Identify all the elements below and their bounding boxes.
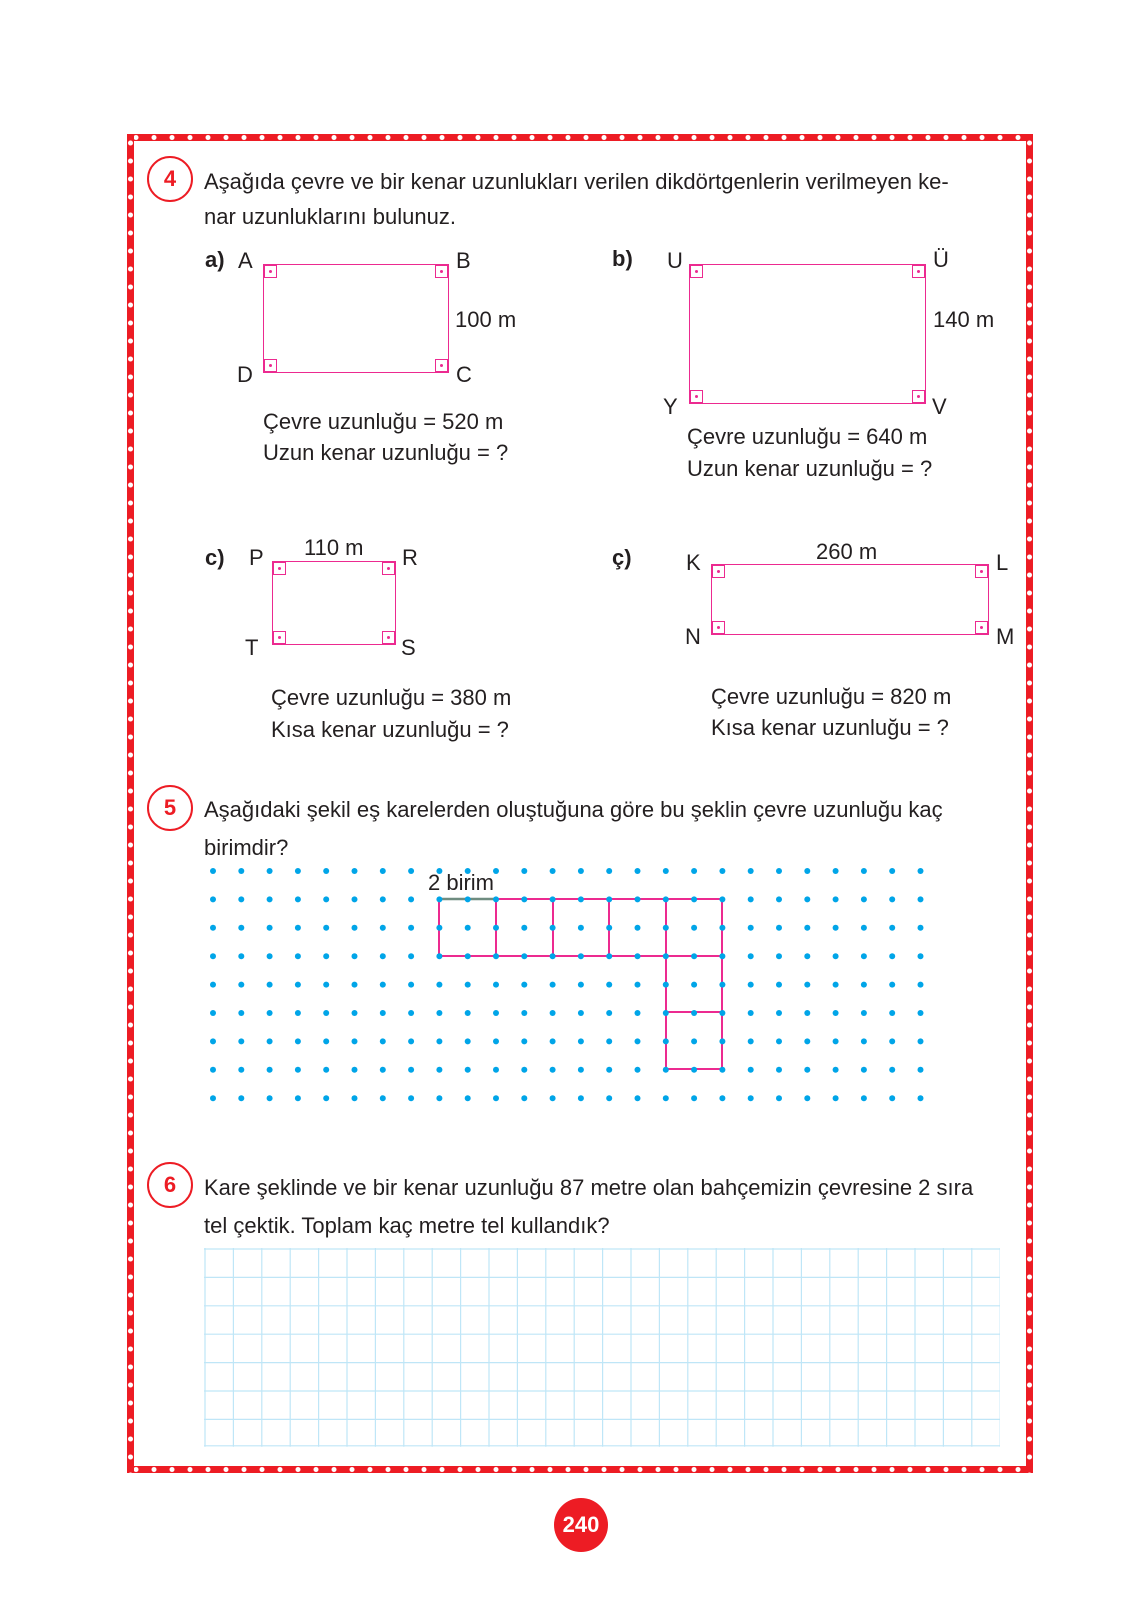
grid-dot <box>606 982 612 988</box>
grid-dot <box>578 868 584 874</box>
grid-dot <box>606 896 612 902</box>
grid-dot <box>493 982 499 988</box>
grid-dot <box>719 925 725 931</box>
grid-dot <box>578 953 584 959</box>
grid-dot <box>635 953 641 959</box>
grid-dot <box>210 953 216 959</box>
grid-dot <box>804 1010 810 1016</box>
grid-dot <box>635 1038 641 1044</box>
grid-dot <box>323 925 329 931</box>
grid-dot <box>465 896 471 902</box>
grid-dot <box>408 896 414 902</box>
grid-dot <box>861 1010 867 1016</box>
grid-dot <box>719 896 725 902</box>
grid-dot <box>918 925 924 931</box>
grid-dot <box>918 1038 924 1044</box>
grid-dot <box>833 925 839 931</box>
grid-dot <box>804 1038 810 1044</box>
grid-dot <box>323 1010 329 1016</box>
grid-dot <box>748 1010 754 1016</box>
grid-dot <box>861 925 867 931</box>
vertex-U: U <box>667 248 683 273</box>
grid-dot <box>719 1095 725 1101</box>
grid-dot <box>493 1067 499 1073</box>
vertex-T: T <box>245 635 259 660</box>
grid-dot <box>889 953 895 959</box>
grid-dot <box>918 1067 924 1073</box>
grid-dot <box>323 1038 329 1044</box>
grid-dot <box>436 982 442 988</box>
grid-dot <box>352 1067 358 1073</box>
grid-dot <box>521 868 527 874</box>
grid-dot <box>408 925 414 931</box>
grid-dot <box>267 1095 273 1101</box>
perimeter-cc: Çevre uzunluğu = 820 m <box>711 684 952 709</box>
grid-dot <box>295 953 301 959</box>
grid-dot <box>521 953 527 959</box>
grid-dot <box>833 1095 839 1101</box>
grid-dot <box>295 1067 301 1073</box>
grid-dot <box>436 1095 442 1101</box>
grid-dot <box>691 953 697 959</box>
answer-grid[interactable] <box>204 1248 1000 1448</box>
question-6-text-line2: tel çektik. Toplam kaç metre tel kullandık? <box>204 1213 610 1238</box>
grid-dot <box>238 1095 244 1101</box>
grid-dot <box>918 953 924 959</box>
grid-dot <box>606 1095 612 1101</box>
grid-dot <box>267 1038 273 1044</box>
question-number-4: 4 <box>147 156 193 202</box>
grid-dot <box>210 1067 216 1073</box>
grid-dot <box>323 1095 329 1101</box>
grid-dot <box>210 982 216 988</box>
grid-dot <box>663 953 669 959</box>
grid-dot <box>635 1067 641 1073</box>
grid-dot <box>380 868 386 874</box>
grid-dot <box>238 896 244 902</box>
grid-dot <box>380 896 386 902</box>
grid-dot <box>550 925 556 931</box>
grid-dot <box>295 982 301 988</box>
grid-dot <box>465 953 471 959</box>
grid-dot <box>295 1010 301 1016</box>
grid-dot <box>663 1010 669 1016</box>
grid-dot <box>210 1038 216 1044</box>
vertex-L: L <box>996 550 1009 575</box>
grid-dot <box>408 868 414 874</box>
question-b: Uzun kenar uzunluğu = ? <box>687 456 933 481</box>
grid-dot <box>691 982 697 988</box>
part-a-label: a) <box>205 247 225 272</box>
grid-dot <box>436 1010 442 1016</box>
question-a: Uzun kenar uzunluğu = ? <box>263 440 509 465</box>
grid-dot <box>691 1010 697 1016</box>
perimeter-c: Çevre uzunluğu = 380 m <box>271 685 512 710</box>
question-6-text-line1: Kare şeklinde ve bir kenar uzunluğu 87 metre olan bahçemizin çevresine 2 sıra <box>204 1175 974 1200</box>
grid-dot <box>578 925 584 931</box>
unit-label: 2 birim <box>428 870 495 895</box>
grid-dot <box>748 868 754 874</box>
question-4-text-line1: Aşağıda çevre ve bir kenar uzunlukları verilen dikdörtgenlerin verilmeyen ke- <box>204 169 949 194</box>
grid-dot <box>238 1010 244 1016</box>
grid-dot <box>436 1038 442 1044</box>
grid-dot <box>352 1095 358 1101</box>
grid-dot <box>295 896 301 902</box>
grid-dot <box>861 1095 867 1101</box>
grid-dot <box>833 1038 839 1044</box>
grid-dot <box>267 868 273 874</box>
grid-dot <box>748 982 754 988</box>
grid-dot <box>408 953 414 959</box>
question-5-text-line1: Aşağıdaki şekil eş karelerden oluştuğuna göre bu şeklin çevre uzunluğu kaç <box>204 797 943 822</box>
grid-dot <box>210 868 216 874</box>
grid-dot <box>889 1095 895 1101</box>
grid-dot <box>663 896 669 902</box>
grid-dot <box>550 896 556 902</box>
grid-dot <box>550 1067 556 1073</box>
question-number-5: 5 <box>147 785 193 831</box>
grid-dot <box>889 925 895 931</box>
question-cc: Kısa kenar uzunluğu = ? <box>711 715 949 740</box>
question-c: Kısa kenar uzunluğu = ? <box>271 717 509 742</box>
grid-dot <box>889 1067 895 1073</box>
part-cc-label: ç) <box>612 545 632 570</box>
perimeter-a: Çevre uzunluğu = 520 m <box>263 409 504 434</box>
vertex-K: K <box>686 550 701 575</box>
grid-dot <box>493 1095 499 1101</box>
grid-dot <box>776 1010 782 1016</box>
grid-dot <box>606 1067 612 1073</box>
grid-dot <box>776 925 782 931</box>
grid-dot <box>804 925 810 931</box>
grid-dot <box>465 1095 471 1101</box>
grid-dot <box>748 896 754 902</box>
grid-dot <box>804 1095 810 1101</box>
vertex-C: C <box>456 362 472 387</box>
grid-dot <box>323 1067 329 1073</box>
grid-dot <box>606 1010 612 1016</box>
grid-dot <box>691 896 697 902</box>
grid-dot <box>578 1095 584 1101</box>
question-5-text-line2: birimdir? <box>204 835 289 860</box>
grid-dot <box>323 953 329 959</box>
grid-dot <box>295 868 301 874</box>
grid-dot <box>521 1067 527 1073</box>
grid-dot <box>352 953 358 959</box>
grid-dot <box>267 1067 273 1073</box>
grid-dot <box>719 982 725 988</box>
grid-dot <box>606 1038 612 1044</box>
vertex-M: M <box>996 624 1015 649</box>
question-4-text-line2: nar uzunluklarını bulunuz. <box>204 204 456 229</box>
grid-dot <box>804 982 810 988</box>
grid-dot <box>238 925 244 931</box>
grid-dot <box>748 1067 754 1073</box>
grid-dot <box>267 982 273 988</box>
grid-dot <box>465 925 471 931</box>
grid-dot <box>380 982 386 988</box>
grid-dot <box>380 1010 386 1016</box>
grid-dot <box>861 953 867 959</box>
grid-dot <box>635 1010 641 1016</box>
grid-dot <box>663 1095 669 1101</box>
grid-dot <box>776 982 782 988</box>
grid-dot <box>889 1038 895 1044</box>
vertex-R: R <box>402 545 418 570</box>
vertex-V: V <box>932 394 947 419</box>
grid-dot <box>238 1067 244 1073</box>
grid-dot <box>804 1067 810 1073</box>
grid-dot <box>719 953 725 959</box>
grid-dot <box>380 925 386 931</box>
vertex-U-umlaut: Ü <box>933 247 949 272</box>
grid-dot <box>918 1010 924 1016</box>
grid-dot <box>776 1067 782 1073</box>
grid-dot <box>918 896 924 902</box>
grid-dot <box>691 868 697 874</box>
grid-dot <box>663 925 669 931</box>
grid-dot <box>776 953 782 959</box>
grid-dot <box>719 1010 725 1016</box>
grid-dot <box>663 1038 669 1044</box>
grid-dot <box>691 1095 697 1101</box>
grid-dot <box>776 868 782 874</box>
grid-dot <box>663 1067 669 1073</box>
grid-dot <box>436 953 442 959</box>
grid-dot <box>804 868 810 874</box>
grid-dot <box>550 1010 556 1016</box>
grid-dot <box>436 925 442 931</box>
grid-dot <box>748 1038 754 1044</box>
grid-dot <box>776 1038 782 1044</box>
grid-dot <box>210 1010 216 1016</box>
perimeter-b: Çevre uzunluğu = 640 m <box>687 424 928 449</box>
grid-dot <box>521 925 527 931</box>
part-c-label: c) <box>205 545 225 570</box>
grid-dot <box>578 1010 584 1016</box>
part-b-label: b) <box>612 246 633 271</box>
grid-dot <box>210 925 216 931</box>
grid-dot <box>918 982 924 988</box>
grid-dot <box>408 982 414 988</box>
grid-dot <box>861 868 867 874</box>
vertex-P: P <box>249 545 264 570</box>
grid-dot <box>804 953 810 959</box>
grid-dot <box>323 896 329 902</box>
grid-dot <box>380 1095 386 1101</box>
page-number: 240 <box>554 1498 608 1552</box>
grid-dot <box>408 1010 414 1016</box>
grid-dot <box>238 953 244 959</box>
grid-dot <box>238 1038 244 1044</box>
grid-dot <box>267 925 273 931</box>
grid-dot <box>918 868 924 874</box>
grid-dot <box>578 1067 584 1073</box>
grid-dot <box>493 896 499 902</box>
grid-dot <box>408 1067 414 1073</box>
grid-dot <box>635 896 641 902</box>
vertex-Y: Y <box>663 394 678 419</box>
grid-dot <box>833 868 839 874</box>
side-length-c: 110 m <box>304 535 364 560</box>
grid-dot <box>323 868 329 874</box>
grid-dot <box>833 1067 839 1073</box>
grid-dot <box>267 896 273 902</box>
grid-dot <box>889 896 895 902</box>
grid-dot <box>210 1095 216 1101</box>
vertex-N: N <box>685 624 701 649</box>
grid-dot <box>408 1038 414 1044</box>
grid-dot <box>578 982 584 988</box>
grid-dot <box>238 982 244 988</box>
side-length-b: 140 m <box>933 307 995 332</box>
grid-dot <box>606 868 612 874</box>
grid-dot <box>267 953 273 959</box>
grid-dot <box>889 868 895 874</box>
grid-dot <box>663 868 669 874</box>
grid-dot <box>352 982 358 988</box>
grid-dot <box>691 925 697 931</box>
vertex-B: B <box>456 248 471 273</box>
grid-dot <box>550 953 556 959</box>
grid-dot <box>861 1067 867 1073</box>
grid-dot <box>380 1067 386 1073</box>
grid-dot <box>550 1038 556 1044</box>
grid-dot <box>861 982 867 988</box>
grid-dot <box>550 982 556 988</box>
grid-dot <box>606 953 612 959</box>
grid-dot <box>776 1095 782 1101</box>
grid-dot <box>635 982 641 988</box>
grid-dot <box>380 1038 386 1044</box>
grid-dot <box>493 1038 499 1044</box>
grid-dot <box>578 1038 584 1044</box>
grid-dot <box>833 982 839 988</box>
grid-dot <box>663 982 669 988</box>
grid-dot <box>776 896 782 902</box>
grid-dot <box>719 1067 725 1073</box>
grid-dot <box>833 1010 839 1016</box>
grid-dot <box>493 1010 499 1016</box>
question-number-6: 6 <box>147 1162 193 1208</box>
grid-dot <box>918 1095 924 1101</box>
grid-dot <box>465 1010 471 1016</box>
grid-dot <box>748 1095 754 1101</box>
grid-dot <box>267 1010 273 1016</box>
grid-dot <box>719 1038 725 1044</box>
grid-dot <box>635 1095 641 1101</box>
vertex-A: A <box>238 248 253 273</box>
grid-dot <box>521 1095 527 1101</box>
grid-dot <box>352 896 358 902</box>
grid-dot <box>352 1038 358 1044</box>
grid-dot <box>635 868 641 874</box>
grid-dot <box>210 896 216 902</box>
grid-dot <box>465 1038 471 1044</box>
grid-dot <box>493 953 499 959</box>
grid-dot <box>352 868 358 874</box>
grid-dot <box>635 925 641 931</box>
vertex-D: D <box>237 362 253 387</box>
grid-dot <box>833 953 839 959</box>
grid-dot <box>436 896 442 902</box>
grid-dot <box>748 925 754 931</box>
grid-dot <box>861 1038 867 1044</box>
grid-dot <box>691 1067 697 1073</box>
grid-dot <box>493 925 499 931</box>
grid-dot <box>465 982 471 988</box>
grid-dot <box>295 925 301 931</box>
grid-dot <box>889 982 895 988</box>
grid-dot <box>465 1067 471 1073</box>
grid-dot <box>408 1095 414 1101</box>
vertex-S: S <box>401 635 416 660</box>
grid-dot <box>323 982 329 988</box>
grid-dot <box>521 896 527 902</box>
grid-dot <box>521 982 527 988</box>
grid-dot <box>352 1010 358 1016</box>
grid-dot <box>521 1038 527 1044</box>
grid-dot <box>691 1038 697 1044</box>
grid-dot <box>606 925 612 931</box>
side-length-cc: 260 m <box>816 539 878 564</box>
grid-dot <box>578 896 584 902</box>
grid-dot <box>380 953 386 959</box>
grid-dot <box>804 896 810 902</box>
grid-dot <box>889 1010 895 1016</box>
grid-dot <box>550 1095 556 1101</box>
grid-dot <box>436 1067 442 1073</box>
grid-dot <box>748 953 754 959</box>
grid-dot <box>295 1038 301 1044</box>
grid-dot <box>833 896 839 902</box>
side-length-a: 100 m <box>455 307 517 332</box>
grid-dot <box>719 868 725 874</box>
grid-dot <box>238 868 244 874</box>
grid-dot <box>295 1095 301 1101</box>
grid-dot <box>550 868 556 874</box>
grid-dot <box>352 925 358 931</box>
grid-dot <box>521 1010 527 1016</box>
grid-dot <box>861 896 867 902</box>
